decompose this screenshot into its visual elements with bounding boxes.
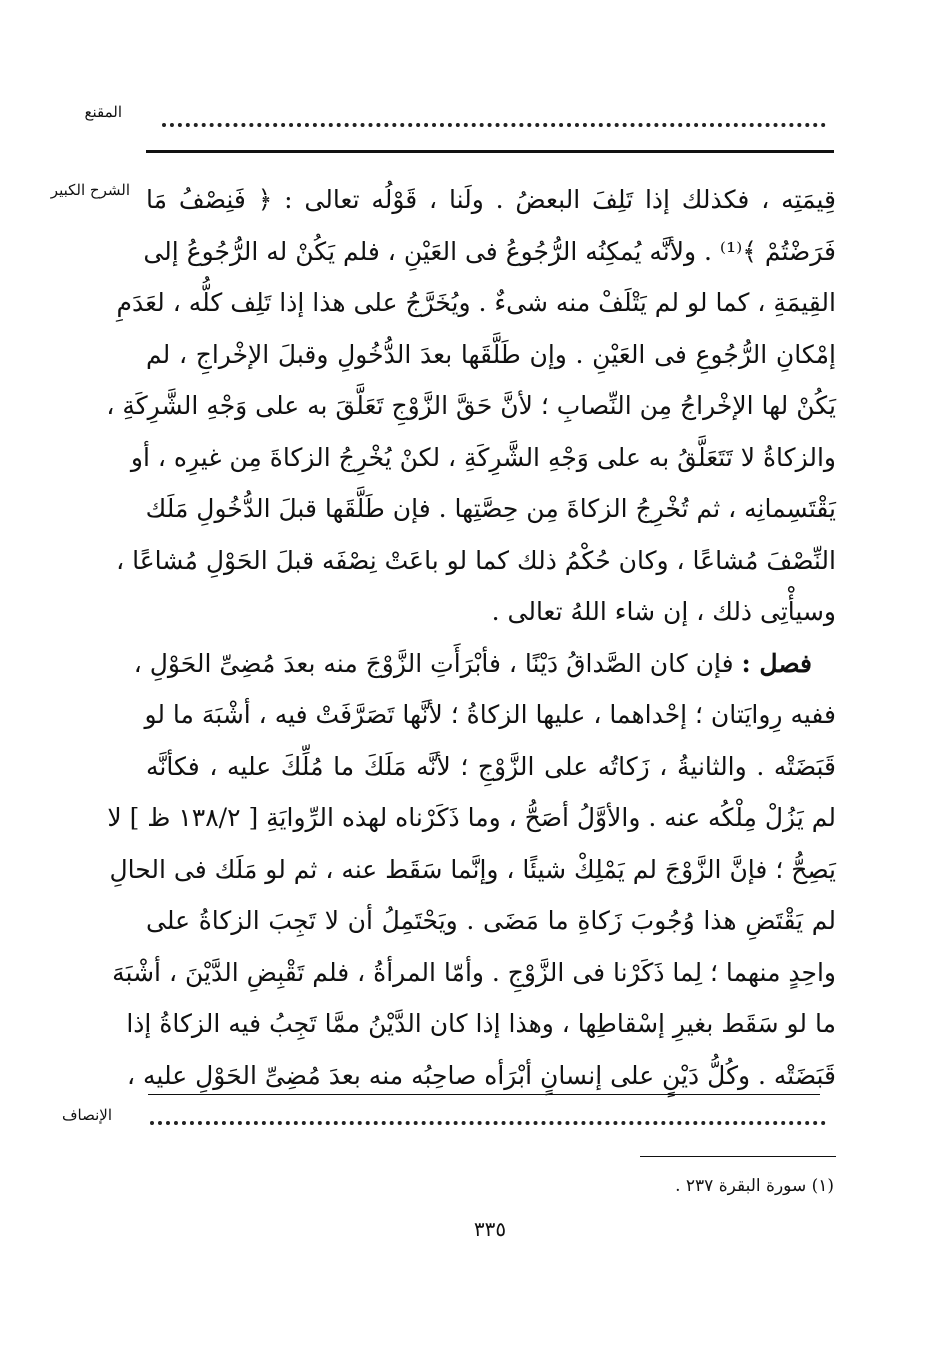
text-line: قِيمَتِه ، فكذلك إذا تَلِفَ البعضُ . ولَنا ، قَوْلُه تعالى : ﴿ فَنِصْفُ مَا [146,185,836,214]
text-line: إمْكانِ الرُّجُوعِ فى العَيْنِ . وإن طَلَّقَها بعدَ الدُّخُولِ وقبلَ الإخْراجِ ، لم [146,339,836,369]
text-line: لم يَقْتَضِ هذا وُجُوبَ زَكاةِ ما مَضَى . ويَحْتَمِلُ أن لا تَجِبَ الزكاةُ على [146,906,836,935]
fasl-heading: فصل : [741,648,812,678]
main-text [106,174,836,1101]
text-line: قَبَضَتْه . وكُلُّ دَيْنٍ على إنسانٍ أبْرَأه صاحِبُه منه بعدَ مُضِىِّ الحَوْلِ عليه ، [127,1060,836,1090]
insaf-margin-label: الإنصاف [61,1106,112,1124]
text-line: قَبَضَتْه . والثانيةُ ، زَكاتُه على الزَّوْجِ ؛ لأنَّه مَلَكَ ما مُلِّكَ عليه ، فكأنَّه [146,751,836,781]
text-line: وسيأْتِى ذلك ، إن شاء اللهُ تعالى . [491,597,836,626]
text-line: فَرَضْتُمْ ﴾⁽¹⁾ . ولأنَّه يُمكِنُه الرُّجُوعُ فى العَيْنِ ، فلم يَكُنْ له الرُّجُوعُ إلى [143,236,836,266]
text-line: ففيه رِوايَتان ؛ إحْداهما ، عليها الزكاةُ ؛ لأنَّها تَصَرَّفَتْ فيه ، أشْبَهَ ما لو [144,700,836,729]
text-line: ما لو سَقَط بغيرِ إسْقاطِها ، وهذا إذا كان الدَّيْنُ ممَّا تَجِبُ فيه الزكاةُ إذا [126,1009,836,1038]
text-line: يَقْتَسِمانِه ، ثم تُخْرِجُ الزكاةَ مِن حِصَّتِها . فإن طَلَّقَها قبلَ الدُّخُولِ مَلَك [145,494,836,523]
paragraph-1 [106,174,836,638]
commentary-margin-label: الشرح الكبير [50,181,130,199]
text-line: القِيمَةِ ، كما لو لم يَتْلَفْ منه شىءٌ . ويُخَرَّجُ على هذا إذا تَلِف كلُّه ، لعَدَمِ [116,288,836,317]
text-line: يَصِحُّ ؛ فإنَّ الزَّوْجَ لم يَمْلِكْ شيئًا ، وإنَّما سَقَط عنه ، ثم لو مَلَك فى الحالِ [109,854,836,884]
fasl-line [133,638,836,690]
page-number: ٣٣٥ [473,1217,507,1241]
header-rule [146,150,834,153]
header-dotted-line [162,123,826,127]
text-line: النِّصْفَ مُشاعًا ، وكان حُكْمُ ذلك كما لو باعَتْ نِصْفَه قبلَ الحَوْلِ مُشاعًا ، [116,545,836,575]
text-line: لم يَزُلْ مِلْكُه عنه . والأوَّلُ أصَحُّ ، وما ذَكَرْناه لهذه الرِّوايَةِ [ ١٣٨/٢ ظ ] لا [107,803,836,832]
footnote: (١) سورة البقرة ٢٣٧ . [675,1176,834,1196]
paragraph-2 [107,638,836,1102]
footnote-rule [640,1156,836,1157]
bottom-rule [148,1094,820,1095]
insaf-dotted-line [150,1121,826,1125]
text-line: والزكاةُ لا تَتَعَلَّقُ به على وَجْهِ الشَّرِكَةِ ، لكنْ يُخْرِجُ الزكاةَ مِن غيرِه ، أو [130,442,836,472]
fasl-first-line-text: فإن كان الصَّداقُ دَيْنًا ، فأبْرَأَتِ الزَّوْجَ منه بعدَ مُضِىِّ الحَوْلِ ، [133,648,734,678]
text-line: يَكُنْ لها الإخْراجُ مِن النِّصابِ ؛ لأنَّ حَقَّ الزَّوْجِ تَعَلَّقَ به على وَجْهِ الشَّرِكَةِ ، [106,391,836,420]
text-line: واحِدٍ منهما ؛ لِما ذَكَرْنا فى الزَّوْجِ . وأمّا المرأةُ ، فلم تَقْبِضِ الدَّيْنَ ، أشْبَهَ [112,957,836,987]
header-book-label: المقنع [84,103,122,121]
